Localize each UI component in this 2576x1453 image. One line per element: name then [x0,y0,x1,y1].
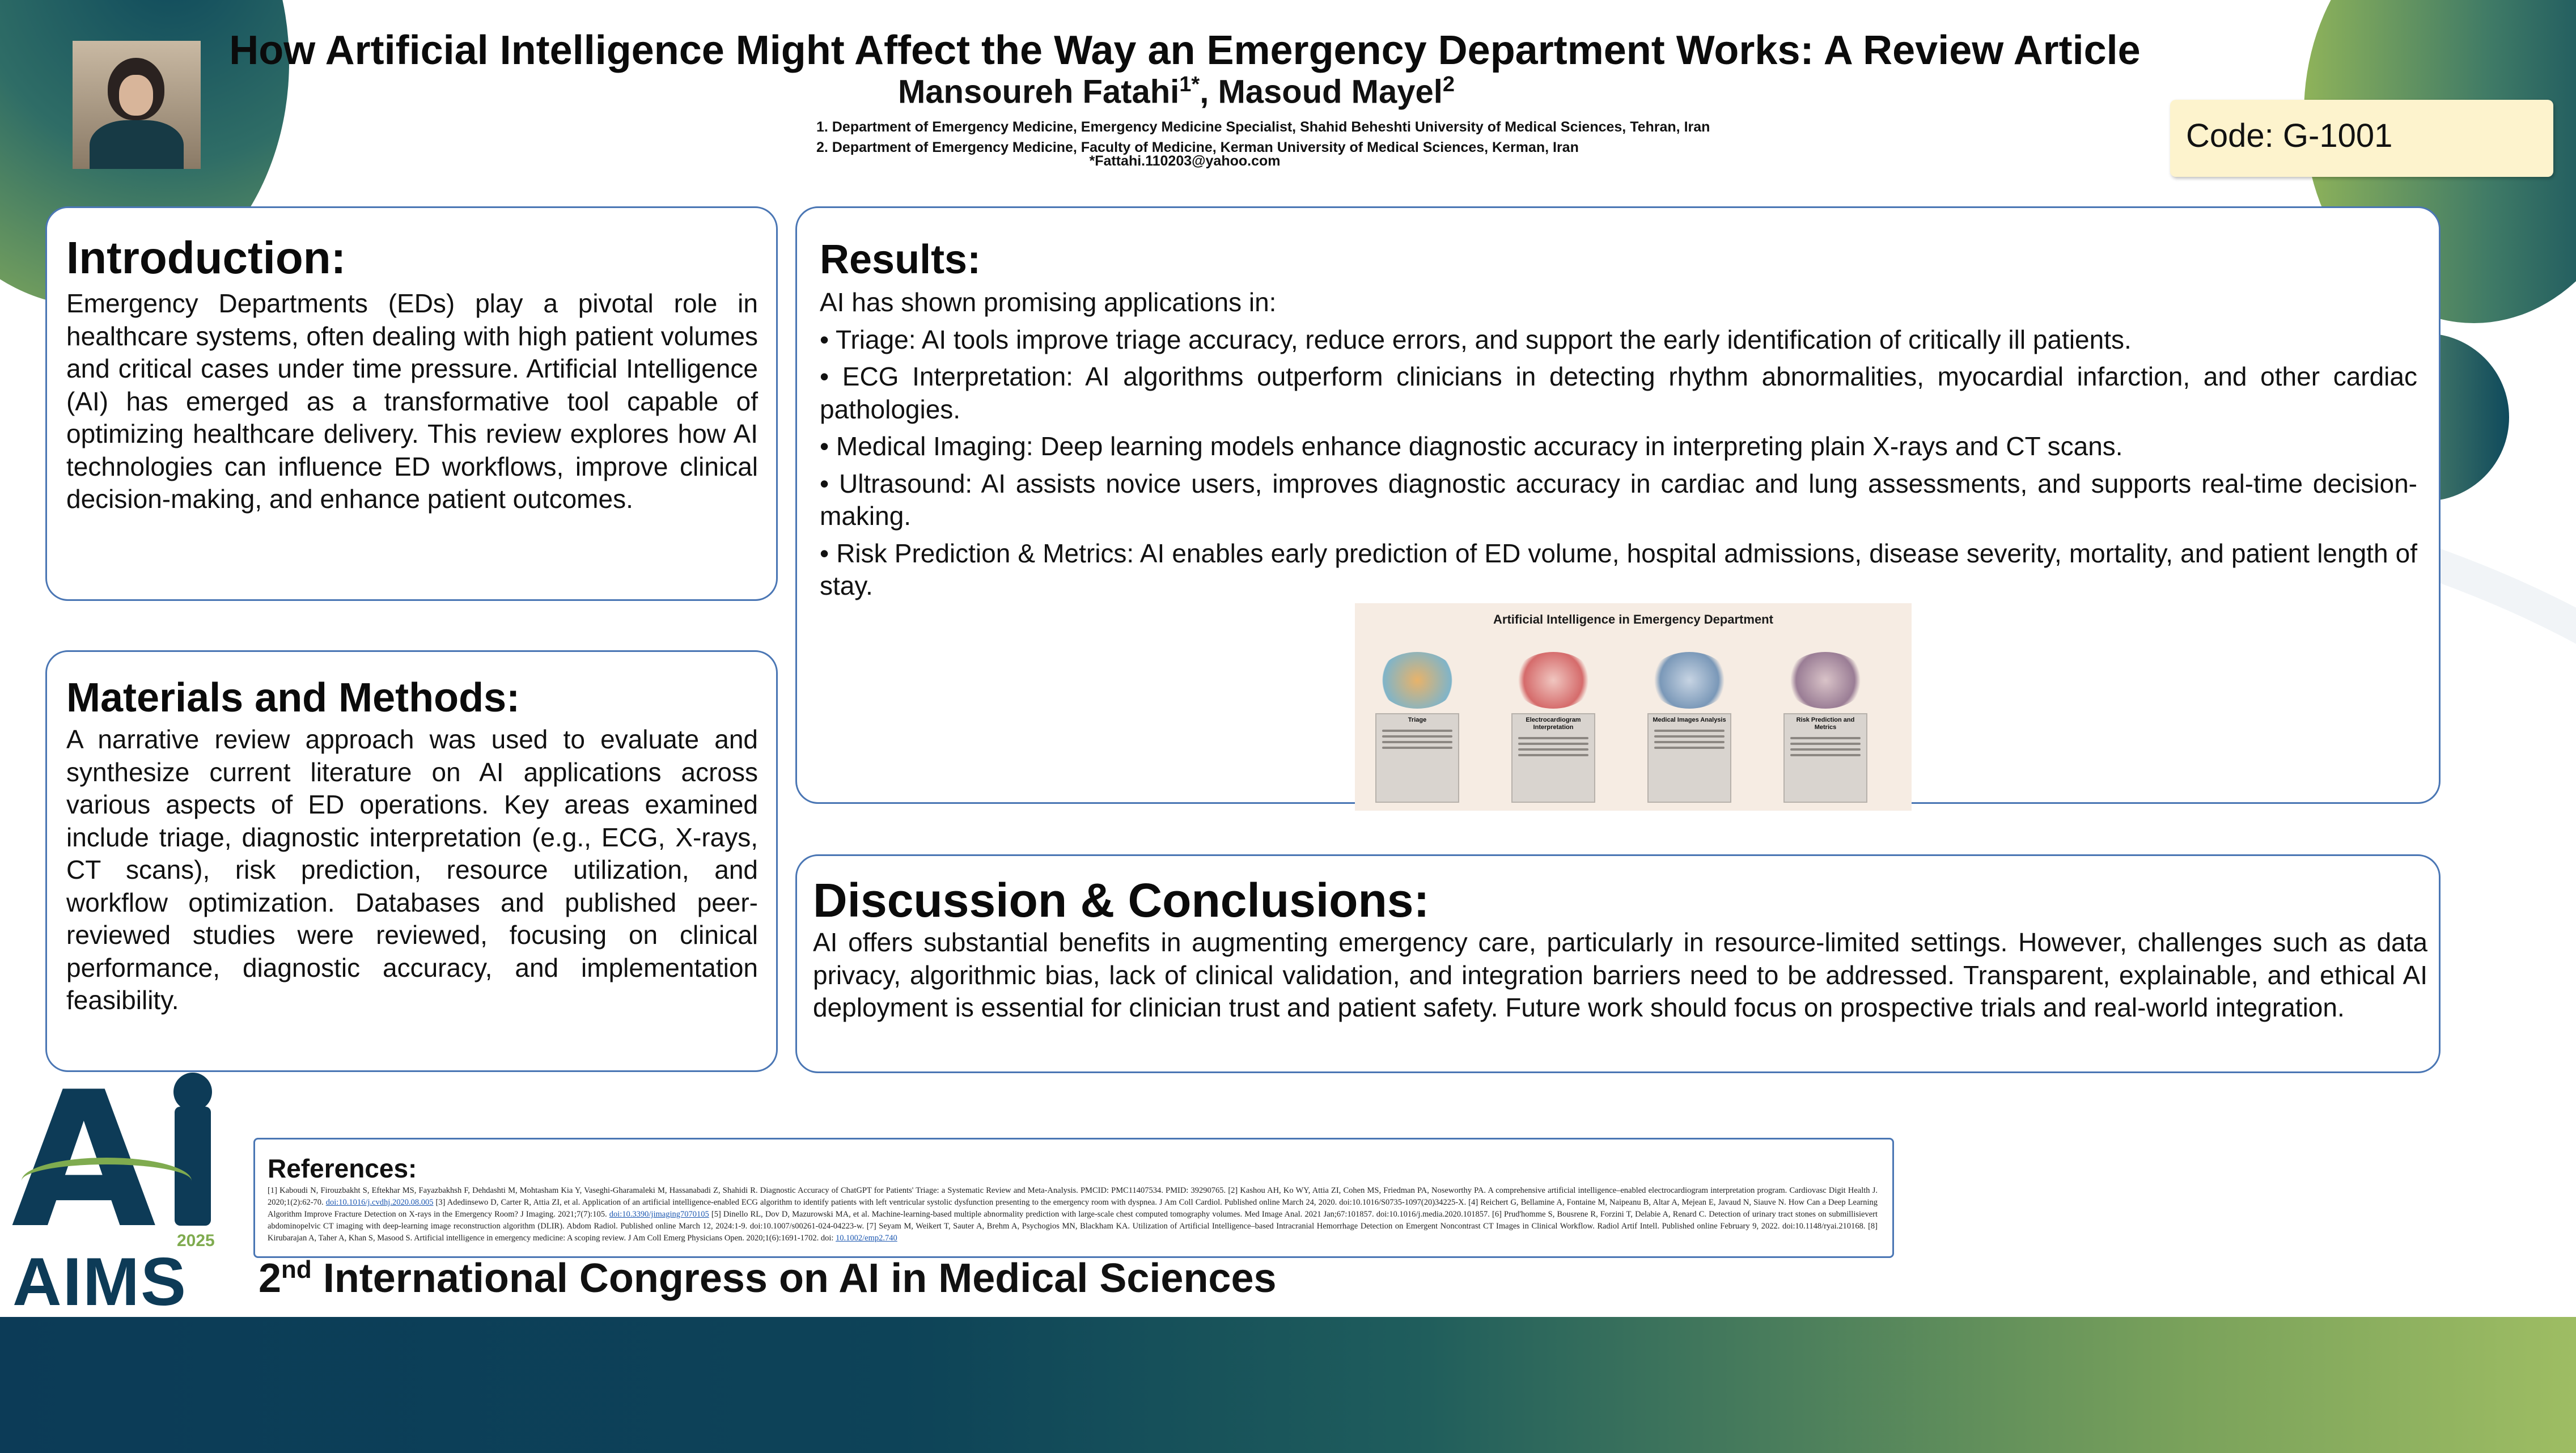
infographic-card [1783,713,1867,803]
references-text [268,1185,1878,1244]
card-line [1654,730,1725,732]
author-2: Masoud Mayel [1218,73,1443,111]
infographic-panel-risk [1786,652,1865,805]
card-line [1518,754,1588,756]
methods-heading: Materials and Methods: [66,675,520,721]
affiliations [816,117,1837,158]
logo-wave [22,1158,192,1204]
infographic-panel-ecg [1514,652,1593,805]
infographic-title: Artificial Intelligence in Emergency Department [1493,612,1773,626]
card-line [1382,730,1452,732]
congress-name: International Congress on AI in Medical Sciences [311,1256,1277,1301]
infographic-card-title: Risk Prediction and Metrics [1796,717,1855,731]
ref-link[interactable]: doi:10.3390/jimaging7070105 [609,1210,709,1219]
photo-body [90,120,184,169]
card-line [1518,743,1588,745]
ref-segment: [1] Kaboudi N, Firouzbakht S, Eftekhar MS, Fayazbakhsh F, Dehdashti M, Mohtasham Kia Y, Vaseghi-Gharamaleki M, Hassanabadi Z, Shahidi R. Diagnostic Accuracy of ChatGPT for Patients' Triage: a Systematic Review and Meta-Analysis. PMCID: PMC11407534. PMID: 39290765. [2] Kashou AH, Ko WY, Attia ZI, Cohen MS, Friedman PA, Noseworthy PA. A comprehensive artificial intelligence–enabled electrocardiogram interpretation program. Cardiovasc Digit Health J. 2020;1(2):62-70. [268,1186,1878,1207]
card-line [1382,747,1452,749]
logo-dot [173,1073,212,1111]
results-item: • Triage: AI tools improve triage accuracy, reduce errors, and support the early identification of critically ill patients. [820,324,2132,354]
results-heading: Results: [820,237,981,282]
discussion-panel [795,854,2441,1073]
card-line [1382,735,1452,738]
card-line [1790,737,1861,739]
discussion-body: AI offers substantial benefits in augmenting emergency care, particularly in resource-limited settings. However, challenges such as data privacy, algorithmic bias, lack of clinical validation, and integration barriers need to be addressed. Transparent, explainable, and ethical AI deployment is essential for clinician trust and patient safety. Future work should focus on prospective trials and real-world integration. [813,927,2427,1022]
methods-panel [45,650,778,1072]
logo-letter-a-shape: A [11,1052,156,1269]
results-item: • Risk Prediction & Metrics: AI enables early prediction of ED volume, hospital admissions, disease severity, mortality, and patient length of stay. [820,538,2417,600]
references-panel [253,1138,1894,1258]
congress-ordinal: 2 [259,1256,282,1301]
poster-title: How Artificial Intelligence Might Affect the Way an Emergency Department Works: A Review Article [229,28,2141,73]
infographic-card-title: Triage [1408,717,1427,723]
card-line [1382,741,1452,743]
card-line [1790,754,1861,756]
infographic-card [1375,713,1459,803]
results-intro: AI has shown promising applications in: [820,287,1277,317]
results-item: • Medical Imaging: Deep learning models enhance diagnostic accuracy in interpreting plain X-rays and CT scans. [820,431,2123,461]
footer-band [0,1317,2576,1453]
author-1-sup: 1* [1179,73,1200,96]
references-heading: References: [268,1154,417,1183]
affiliation-2: 2. Department of Emergency Medicine, Faculty of Medicine, Kerman University of Medical Sciences, Kerman, Iran [816,139,1579,155]
risk-icon [1786,652,1865,709]
infographic-card-title: Medical Images Analysis [1653,717,1726,723]
card-line [1654,741,1725,743]
code-label: Code: G-1001 [2186,117,2393,154]
ref-link[interactable]: doi:10.1016/j.cvdhj.2020.08.005 [325,1198,434,1207]
card-line [1790,743,1861,745]
ref-segment: [5] Dinello RL, Dov D, Mazurowski MA, et al. Machine-learning-based multiple abnormality prediction with large-scale chest computed tomography volumes. Med Image Anal. 2021 Jan;67:101857. doi:10.1016/j.media.2020.101857. [6] Prud'homme S, Bousrene R, Forzini T, Delabie A, Renard C. Detection of urinary tract stones on submillisievert abdominopelvic CT imaging with deep-learning image reconstruction algorithm (DLIR). Abdom Radiol. Published online March 12, 2024:1-9. doi:10.1007/s00261-024-04223-w. [7] Seyam M, Weikert T, Sauter A, Brehm A, Psychogios MN, Blackham KA. Utilization of Artificial Intelligence–based Intracranial Hemorrhage Detection on Emergent Noncontrast CT Images in Clinical Workflow. Radiol Artif Intell. Published online February 9, 2022. doi:10.1148/ryai.210168. [8] Kirubarajan A, Taher A, Khan S, Masood S. Artificial intelligence in emergency medicine: A scoping review. J Am Coll Emerg Physicians Open. 2020;1(6):1691-1702. doi: [268,1210,1878,1243]
logo-letter-i-shape [175,1107,211,1226]
author-separator: , [1200,73,1218,111]
contact-email: *Fattahi.110203@yahoo.com [1089,153,1281,169]
introduction-heading: Introduction: [66,232,346,283]
author-2-sup: 2 [1442,73,1455,96]
logo-year: 2025 [177,1231,215,1250]
infographic-card [1511,713,1595,803]
ai-logo [5,1052,231,1320]
introduction-panel [45,206,778,601]
ref-link[interactable]: 10.1002/emp2.740 [836,1234,897,1243]
congress-ordinal-sup: nd [281,1256,312,1283]
results-item: • ECG Interpretation: AI algorithms outperform clinicians in detecting rhythm abnormalities, myocardial infarction, and other cardiac pathologies. [820,362,2417,424]
author-1: Mansoureh Fatahi [897,73,1180,111]
card-line [1790,748,1861,751]
card-line [1518,737,1588,739]
introduction-body: Emergency Departments (EDs) play a pivotal role in healthcare systems, often dealing with high patient volumes and critical cases under time pressure. Artificial Intelligence (AI) has emerged as a transformative tool capable of optimizing healthcare delivery. This review explores how AI technologies can influence ED workflows, improve clinical decision-making, and enhance patient outcomes. [66,289,758,514]
methods-body: A narrative review approach was used to evaluate and synthesize current literature on AI applications across various aspects of ED operations. Key areas examined include triage, diagnostic interpretation (e.g., ECG, X-rays, CT scans), risk prediction, resource utilization, and workflow optimization. Databases and published peer-reviewed studies were reviewed, focusing on clinical performance, diagnostic accuracy, and implementation feasibility. [66,725,758,1015]
infographic-card-title: Electrocardiogram Interpretation [1526,717,1581,731]
congress-title [259,1255,1277,1302]
results-content [820,286,2417,607]
logo-aims-text: AIMS [12,1244,187,1320]
infographic-panel-triage [1378,652,1457,805]
card-line [1518,748,1588,751]
authors-line [680,73,1672,111]
card-line [1654,747,1725,749]
infographic-panel-imaging [1650,652,1729,805]
code-badge [2170,100,2553,177]
affiliation-1: 1. Department of Emergency Medicine, Emergency Medicine Specialist, Shahid Beheshti University of Medical Sciences, Tehran, Iran [816,119,1710,135]
ecg-icon [1514,652,1593,709]
imaging-icon [1650,652,1729,709]
results-infographic [1355,603,1912,811]
ref-segment: [3] Adedinsewo D, Carter R, Attia ZI, et al. Application of an artificial intelligence-enabled ECG algorithm to identify patients with left ventricular systolic dysfunction presenting to the emergency room with dyspnea. J Am Coll Cardiol. Published online March 24, 2020. doi:10.1016/S0735-1097(20)34225-X. [4] Reichert G, Bellamine A, Fontaine M, Naipeanu B, Altar A, Mejean E, Javaud N, Siauve N. How Can a Deep Learning Algorithm Improve Fracture Detection on X-rays in the Emergency Room? J Imaging. 2021;7(7):105. [268,1198,1878,1219]
infographic-card [1647,713,1731,803]
results-item: • Ultrasound: AI assists novice users, improves diagnostic accuracy in cardiac and lung assessments, and supports real-time decision-making. [820,468,2417,531]
card-line [1654,735,1725,738]
photo-face [119,75,153,116]
triage-icon [1378,652,1457,709]
discussion-heading: Discussion & Conclusions: [813,874,1430,927]
